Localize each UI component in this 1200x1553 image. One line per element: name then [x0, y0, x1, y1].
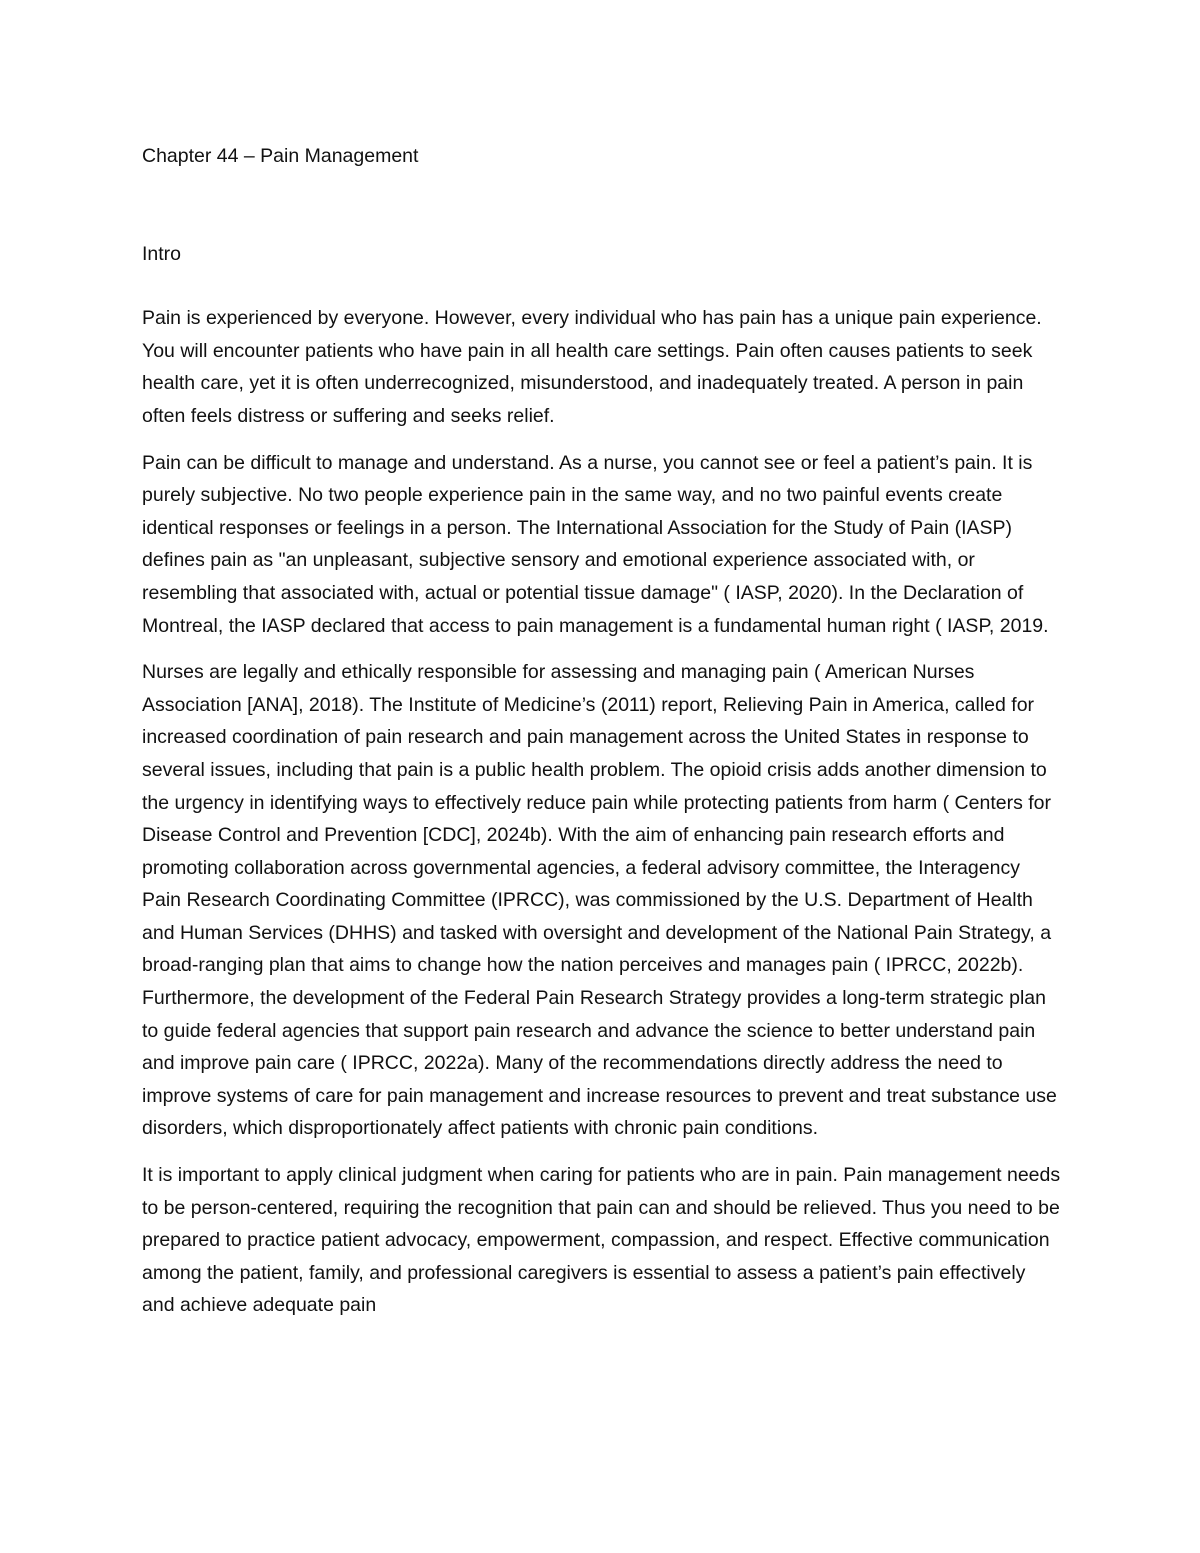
- paragraph: Pain is experienced by everyone. However, every individual who has pain has a unique pain experience. You will encounter patients who have pain in all health care settings. Pain often causes patients to seek health care, yet it is often underrecognized, misunderstood, and inadequately treated. A person in pain often feels distress or suffering and seeks relief.: [142, 307, 1042, 427]
- paragraph: Pain can be difficult to manage and understand. As a nurse, you cannot see or feel a patient’s pain. It is purely subjective. No two people experience pain in the same way, and no two painful events create identical responses or feelings in a person. The International Association for the Study of Pain (IASP) defines pain as "an unpleasant, subjective sensory and emotional experience associated with, or resembling that associated with, actual or potential tissue damage" ( IASP, 2020). In the Declaration of Montreal, the IASP declared that access to pain management is a fundamental human right ( IASP, 2019.: [142, 451, 1049, 637]
- paragraph: It is important to apply clinical judgment when caring for patients who are in pain. Pain management needs to be person-centered, requiring the recognition that pain can and should be relieved. Thus you need to be prepared to practice patient advocacy, empowerment, compassion, and respect. Effective communication among the patient, family, and professional caregivers is essential to assess a patient’s pain effectively and achieve adequate pain: [142, 1164, 1061, 1317]
- chapter-title: Chapter 44 – Pain Management: [142, 145, 419, 167]
- paragraph: Nurses are legally and ethically responsible for assessing and managing pain ( American Nurses Association [ANA], 2018). The Institute of Medicine’s (2011) report, Relieving Pain in America, called for increased coordination of pain research and pain management across the United States in response to several issues, including that pain is a public health problem. The opioid crisis adds another dimension to the urgency in identifying ways to effectively reduce pain while protecting patients from harm ( Centers for Disease Control and Prevention [CDC], 2024b). With the aim of enhancing pain research efforts and promoting collaboration across governmental agencies, a federal advisory committee, the Interagency Pain Research Coordinating Committee (IPRCC), was commissioned by the U.S. Department of Health and Human Services (DHHS) and tasked with oversight and development of the National Pain Strategy, a broad-ranging plan that aims to change how the nation perceives and manages pain ( IPRCC, 2022b). Furthermore, the development of the Federal Pain Research Strategy provides a long-term strategic plan to guide federal agencies that support pain research and advance the science to better understand pain and improve pain care ( IPRCC, 2022a). Many of the recommendations directly address the need to improve systems of care for pain management and increase resources to prevent and treat substance use disorders, which disproportionately affect patients with chronic pain conditions.: [142, 661, 1057, 1140]
- section-heading-intro: Intro: [142, 242, 182, 265]
- document-body: [142, 140, 1062, 1322]
